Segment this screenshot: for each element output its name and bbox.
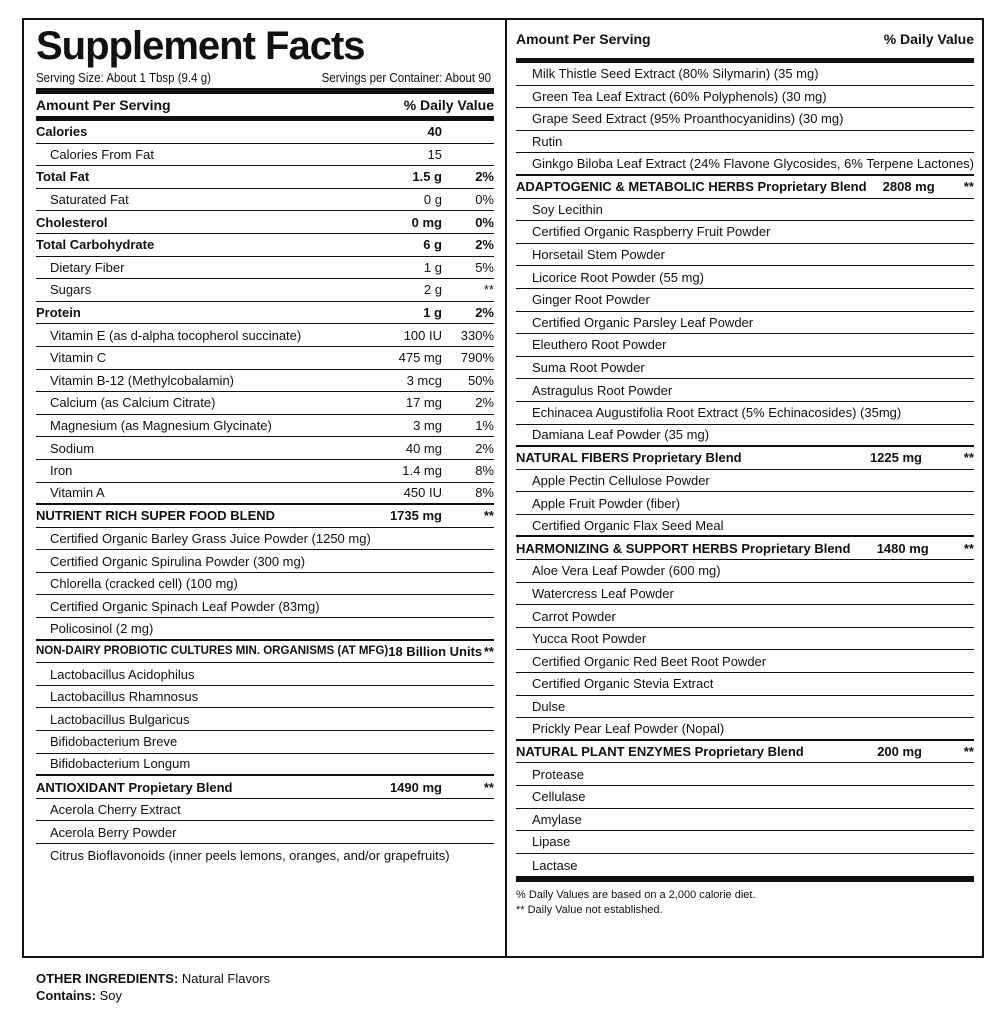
nutrient-row (516, 63, 974, 86)
row-name: Saturated Fat (50, 192, 129, 208)
row-name: NUTRIENT RICH SUPER FOOD BLEND (36, 508, 276, 524)
row-name: Certified Organic Red Beet Root Powder (532, 653, 767, 669)
nutrient-row (516, 244, 974, 267)
row-name: Vitamin B-12 (Methylcobalamin) (50, 372, 234, 388)
nutrient-row (36, 347, 494, 370)
other-ingredients (36, 970, 270, 1004)
row-name: Lactobacillus Bulgaricus (50, 711, 190, 727)
row-amount: 450 IU (403, 485, 442, 501)
row-name: Green Tea Leaf Extract (60% Polyphenols) (30 mg) (532, 88, 827, 104)
row-name: NATURAL PLANT ENZYMES Proprietary Blend (516, 744, 804, 760)
row-daily-value: 2% (475, 169, 494, 185)
nutrient-row (36, 686, 494, 709)
nutrient-row (36, 415, 494, 438)
row-daily-value: 1% (475, 418, 494, 434)
row-daily-value: 8% (475, 485, 494, 501)
row-name: Vitamin E (as d-alpha tocopherol succinate) (50, 327, 302, 343)
nutrient-row (36, 392, 494, 415)
row-amount: 2 g (423, 282, 442, 298)
nutrient-row (36, 844, 494, 867)
row-name: Sodium (50, 440, 95, 456)
row-amount: 18 Billion Units (388, 643, 483, 659)
nutrient-row (36, 754, 494, 777)
nutrient-row (516, 86, 974, 109)
row-name: Apple Pectin Cellulose Powder (532, 472, 710, 488)
nutrient-row (516, 266, 974, 289)
row-amount: 1480 mg (876, 540, 929, 556)
amount-per-serving-label-right: Amount Per Serving (516, 31, 651, 47)
nutrient-row (36, 708, 494, 731)
blend-header-row (516, 741, 974, 764)
nutrient-row (36, 618, 494, 641)
nutrient-row (516, 289, 974, 312)
amount-header-right (516, 20, 974, 59)
nutrient-row (36, 821, 494, 844)
row-name: Dietary Fiber (50, 259, 125, 275)
row-name: Chlorella (cracked cell) (100 mg) (50, 576, 238, 592)
serving-info (36, 68, 491, 88)
nutrient-row (516, 312, 974, 335)
left-rows (36, 121, 494, 867)
row-amount: 3 mg (413, 418, 442, 434)
row-amount: 40 (427, 124, 442, 140)
nutrient-row (36, 257, 494, 280)
row-daily-value: 0% (475, 214, 494, 230)
row-name: Lipase (532, 834, 571, 850)
row-amount: 3 mcg (406, 372, 442, 388)
nutrient-row (36, 211, 494, 234)
row-name: Certified Organic Stevia Extract (532, 676, 714, 692)
row-amount: 100 IU (403, 327, 442, 343)
nutrient-row (516, 786, 974, 809)
row-name: Apple Fruit Powder (fiber) (532, 495, 681, 511)
row-name: Total Fat (36, 169, 90, 185)
row-name: Eleuthero Root Powder (532, 337, 667, 353)
row-amount: 1 g (423, 305, 442, 321)
row-name: Iron (50, 463, 73, 479)
nutrient-row (516, 379, 974, 402)
nutrient-row (36, 166, 494, 189)
column-divider (505, 20, 507, 956)
contains-label: Contains: (36, 988, 96, 1003)
nutrient-row (516, 334, 974, 357)
supplement-facts-panel (22, 18, 984, 958)
row-name: Calories (36, 124, 88, 140)
row-name: Watercress Leaf Powder (532, 585, 674, 601)
row-name: Magnesium (as Magnesium Glycinate) (50, 418, 272, 434)
row-name: Protein (36, 305, 81, 321)
left-column (36, 20, 494, 867)
nutrient-row (516, 560, 974, 583)
row-name: Echinacea Augustifolia Root Extract (5% Echinacosides) (35mg) (532, 405, 902, 421)
nutrient-row (36, 573, 494, 596)
row-name: Certified Organic Barley Grass Juice Powder (1250 mg) (50, 530, 371, 546)
blend-header-row (36, 641, 494, 664)
row-amount: 40 mg (405, 440, 442, 456)
row-name: Certified Organic Spinach Leaf Powder (83mg) (50, 598, 320, 614)
row-name: Acerola Cherry Extract (50, 802, 181, 818)
nutrient-row (36, 460, 494, 483)
nutrient-row (516, 673, 974, 696)
nutrient-row (516, 357, 974, 380)
row-daily-value: 2% (475, 440, 494, 456)
nutrient-row (36, 799, 494, 822)
nutrient-row (516, 831, 974, 854)
nutrient-row (516, 470, 974, 493)
amount-header (36, 94, 494, 117)
row-amount: 2808 mg (882, 179, 935, 195)
footnote-not-established: ** Daily Value not established. (516, 904, 663, 917)
row-amount: 17 mg (405, 395, 442, 411)
row-daily-value: ** (963, 744, 974, 760)
nutrient-row (36, 324, 494, 347)
row-name: Lactobacillus Acidophilus (50, 666, 195, 682)
blend-header-row (516, 537, 974, 560)
row-name: Soy Lecithin (532, 201, 603, 217)
nutrient-row (516, 108, 974, 131)
nutrient-row (516, 583, 974, 606)
row-name: Suma Root Powder (532, 360, 645, 376)
nutrient-row (516, 425, 974, 448)
row-amount: 1225 mg (869, 450, 922, 466)
nutrient-row (516, 650, 974, 673)
row-name: Amylase (532, 811, 582, 827)
row-name: Certified Organic Raspberry Fruit Powder (532, 224, 771, 240)
other-ingredients-value: Natural Flavors (178, 971, 271, 986)
row-name: Aloe Vera Leaf Powder (600 mg) (532, 563, 721, 579)
row-name: NON-DAIRY PROBIOTIC CULTURES MIN. ORGANISMS (AT MFG) (36, 645, 389, 658)
right-rows (516, 63, 974, 876)
row-daily-value: ** (963, 179, 974, 195)
row-name: Citrus Bioflavonoids (inner peels lemons, oranges, and/or grapefruits) (50, 847, 450, 863)
nutrient-row (36, 595, 494, 618)
row-name: Acerola Berry Powder (50, 824, 177, 840)
row-name: Licorice Root Powder (55 mg) (532, 269, 704, 285)
row-daily-value: 2% (475, 305, 494, 321)
row-name: Bifidobacterium Breve (50, 734, 178, 750)
blend-header-row (36, 505, 494, 528)
nutrient-row (516, 763, 974, 786)
row-amount: 6 g (423, 237, 442, 253)
row-name: Cholesterol (36, 214, 108, 230)
row-amount: 0 mg (411, 214, 442, 230)
row-amount: 1.5 g (412, 169, 442, 185)
row-name: ADAPTOGENIC & METABOLIC HERBS Proprietary Blend (516, 179, 867, 195)
servings-per-container: Servings per Container: About 90 (321, 71, 492, 85)
nutrient-row (36, 370, 494, 393)
row-daily-value: 2% (475, 237, 494, 253)
footnotes (516, 882, 974, 918)
blend-header-row (516, 447, 974, 470)
nutrient-row (516, 131, 974, 154)
row-name: ANTIOXIDANT Propietary Blend (36, 779, 233, 795)
nutrient-row (36, 121, 494, 144)
row-amount: 15 (427, 146, 442, 162)
row-name: NATURAL FIBERS Proprietary Blend (516, 450, 742, 466)
row-name: Calcium (as Calcium Citrate) (50, 395, 216, 411)
nutrient-row (516, 628, 974, 651)
row-name: Bifidobacterium Longum (50, 756, 191, 772)
row-name: Grape Seed Extract (95% Proanthocyanidins) (30 mg) (532, 111, 844, 127)
row-daily-value: ** (483, 508, 494, 524)
row-daily-value: ** (963, 540, 974, 556)
row-daily-value: 5% (475, 259, 494, 275)
row-name: Vitamin A (50, 485, 105, 501)
nutrient-row (516, 492, 974, 515)
footnote-daily-values: % Daily Values are based on a 2,000 calorie diet. (516, 889, 756, 902)
row-daily-value: ** (483, 643, 494, 659)
row-name: Certified Organic Flax Seed Meal (532, 517, 724, 533)
nutrient-row (516, 605, 974, 628)
row-name: Astragulus Root Powder (532, 382, 673, 398)
row-name: Cellulase (532, 789, 586, 805)
row-daily-value: 50% (467, 372, 494, 388)
row-amount: 1490 mg (389, 779, 442, 795)
nutrient-row (516, 153, 974, 176)
row-name: Certified Organic Parsley Leaf Powder (532, 314, 754, 330)
row-name: Lactase (532, 857, 578, 873)
row-name: Certified Organic Spirulina Powder (300 mg) (50, 553, 306, 569)
row-name: Dulse (532, 698, 566, 714)
nutrient-row (516, 199, 974, 222)
row-daily-value: ** (963, 450, 974, 466)
nutrient-row (516, 809, 974, 832)
nutrient-row (36, 144, 494, 167)
nutrient-row (516, 221, 974, 244)
amount-per-serving-label: Amount Per Serving (36, 97, 171, 113)
row-name: Horsetail Stem Powder (532, 247, 665, 263)
nutrient-row (36, 528, 494, 551)
serving-size: Serving Size: About 1 Tbsp (9.4 g) (36, 71, 211, 85)
nutrient-row (36, 483, 494, 506)
row-daily-value: 0% (475, 192, 494, 208)
row-name: Total Carbohydrate (36, 237, 155, 253)
row-daily-value: 8% (475, 463, 494, 479)
row-daily-value: 790% (460, 350, 494, 366)
row-amount: 1 g (423, 259, 442, 275)
nutrient-row (36, 189, 494, 212)
row-amount: 0 g (423, 192, 442, 208)
nutrient-row (36, 663, 494, 686)
row-name: Rutin (532, 134, 563, 150)
contains-value: Soy (95, 988, 122, 1003)
row-daily-value: ** (483, 282, 494, 298)
row-name: Protease (532, 766, 585, 782)
row-name: Vitamin C (50, 350, 107, 366)
nutrient-row (36, 437, 494, 460)
row-name: Ginkgo Biloba Leaf Extract (24% Flavone Glycosides, 6% Terpene Lactones) (532, 156, 974, 172)
row-amount: 475 mg (398, 350, 442, 366)
nutrient-row (36, 550, 494, 573)
row-name: Prickly Pear Leaf Powder (Nopal) (532, 721, 725, 737)
row-amount: 1735 mg (389, 508, 442, 524)
row-amount: 200 mg (877, 744, 922, 760)
row-daily-value: 2% (475, 395, 494, 411)
row-daily-value: ** (483, 779, 494, 795)
row-name: Policosinol (2 mg) (50, 620, 154, 636)
daily-value-label: % Daily Value (403, 97, 494, 113)
row-name: Sugars (50, 282, 92, 298)
row-name: Damiana Leaf Powder (35 mg) (532, 427, 710, 443)
row-name: Carrot Powder (532, 608, 616, 624)
nutrient-row (36, 302, 494, 325)
row-name: Ginger Root Powder (532, 292, 650, 308)
other-ingredients-label: OTHER INGREDIENTS: (36, 971, 179, 986)
nutrient-row (36, 731, 494, 754)
nutrient-row (516, 854, 974, 877)
row-name: Calories From Fat (50, 146, 155, 162)
nutrient-row (516, 696, 974, 719)
blend-header-row (516, 176, 974, 199)
nutrient-row (36, 279, 494, 302)
row-name: Yucca Root Powder (532, 631, 647, 647)
blend-header-row (36, 776, 494, 799)
nutrient-row (516, 718, 974, 741)
row-daily-value: 330% (460, 327, 494, 343)
nutrient-row (36, 234, 494, 257)
row-name: Milk Thistle Seed Extract (80% Silymarin) (35 mg) (532, 66, 819, 82)
row-amount: 1.4 mg (402, 463, 442, 479)
panel-title: Supplement Facts (36, 24, 365, 68)
right-column (516, 20, 974, 918)
row-name: Lactobacillus Rhamnosus (50, 689, 199, 705)
row-name: HARMONIZING & SUPPORT HERBS Proprietary Blend (516, 540, 851, 556)
daily-value-label-right: % Daily Value (883, 31, 974, 47)
nutrient-row (516, 402, 974, 425)
nutrient-row (516, 515, 974, 538)
